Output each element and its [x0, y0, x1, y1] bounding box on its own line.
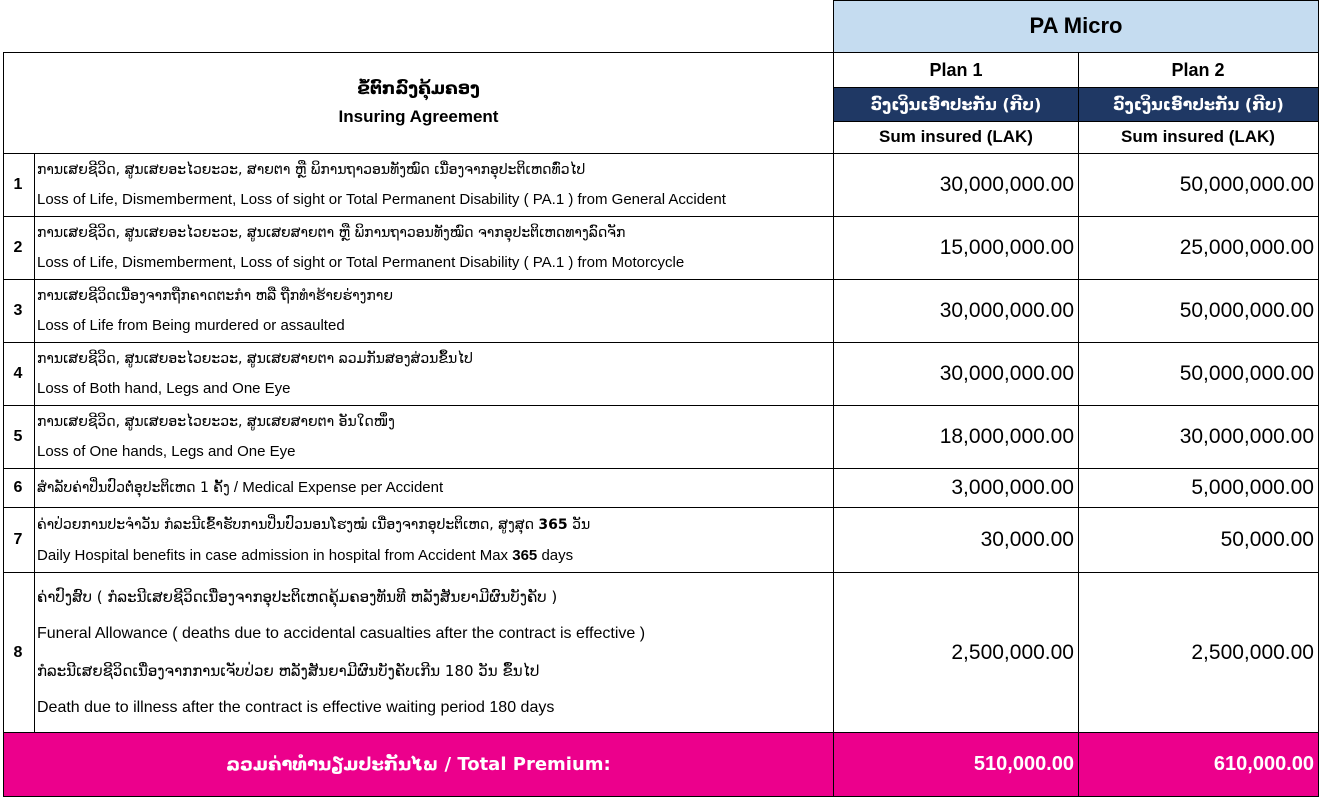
plan1-sum-label-en: Sum insured (LAK)	[879, 127, 1033, 146]
grid-line	[3, 279, 1319, 280]
row-number: 1	[13, 176, 23, 193]
total-plan2: 610,000.00	[1078, 732, 1318, 796]
coverage-en-line	[37, 546, 832, 566]
grid-line	[3, 796, 1319, 797]
coverage-description	[37, 154, 832, 216]
plan1-header: Plan 1	[929, 59, 983, 80]
grid-line	[3, 732, 1319, 733]
coverage-description	[37, 573, 832, 732]
row-number: 6	[13, 479, 23, 496]
coverage-lao: ການເສຍຊີວິດເນື່ອງຈາກຖືກຄາດຕະກຳ ຫລື ຖືກທຳຮ້າຍຮ່າງກາຍ	[37, 288, 393, 304]
plan1-amount: 15,000,000.00	[939, 236, 1074, 259]
coverage-lao: ການເສຍຊີວິດ, ສູນເສຍອະໄວຍະວະ, ສູນເສຍສາຍຕາ ຫຼື ພິການຖາວອນທັງໝົດ ຈາກອຸປະຕິເຫດທາງລົດຈັກ	[37, 225, 626, 241]
grid-line	[34, 153, 35, 733]
coverage-description	[37, 406, 832, 468]
grid-line	[3, 342, 1319, 343]
plan1-amount: 30,000.00	[980, 528, 1074, 551]
coverage-lao-line	[37, 515, 832, 535]
plan1-amount: 2,500,000.00	[951, 640, 1074, 664]
plan2-amount: 30,000,000.00	[1179, 425, 1314, 448]
grid-line	[3, 405, 1319, 406]
coverage-lao-2: ກໍລະນີເສຍຊີວິດເນື່ອງຈາກການເຈັບປ່ວຍ ຫລັງສັນຍາມີຜົນບັງຄັບເກີນ 180 ວັນ ຂຶ້ນໄປ	[37, 661, 540, 680]
coverage-en: Loss of Life, Dismemberment, Loss of sight or Total Permanent Disability ( PA.1 ) from Motorcycle	[37, 254, 685, 271]
agreement-title-en: Insuring Agreement	[338, 106, 499, 126]
agreement-title-lao: ຂໍ້ຕົກລົງຄຸ້ມຄອງ	[357, 78, 480, 99]
grid-line	[3, 52, 4, 797]
coverage-en: Loss of Both hand, Legs and One Eye	[37, 380, 291, 397]
plan2-amount: 50,000,000.00	[1179, 173, 1314, 196]
plan1-amount: 3,000,000.00	[951, 476, 1074, 499]
total-label: ລວມຄ່າທຳນຽມປະກັນໄພ / Total Premium:	[3, 732, 834, 796]
plan2-amount: 2,500,000.00	[1191, 640, 1314, 664]
days-unit-en: days	[541, 546, 574, 564]
coverage-lao: ການເສຍຊີວິດ, ສູນເສຍອະໄວຍະວະ, ສາຍຕາ ຫຼື ພິການຖາວອນທັງໝົດ ເນື່ອງຈາກອຸປະຕິເຫດທົ່ວໄປ	[37, 162, 586, 178]
row-number: 4	[13, 365, 23, 382]
plan1-amount: 18,000,000.00	[939, 425, 1074, 448]
coverage-en: Loss of Life, Dismemberment, Loss of sight or Total Permanent Disability ( PA.1 ) from General Accident	[37, 191, 726, 208]
grid-line	[1078, 52, 1079, 797]
grid-line	[1318, 0, 1319, 797]
row-number: 3	[13, 302, 23, 319]
plan2-amount: 5,000,000.00	[1191, 476, 1314, 499]
plan2-header: Plan 2	[1171, 59, 1225, 80]
plan2-sum-label-lao: ວົງເງິນເອົາປະກັນ (ກີບ)	[1079, 87, 1318, 121]
total-plan1: 510,000.00	[834, 732, 1078, 796]
max-days-lao: 365	[538, 516, 568, 533]
coverage-en: Funeral Allowance ( deaths due to accidental casualties after the contract is effective )	[37, 625, 646, 643]
grid-line	[834, 121, 1319, 122]
coverage-lao: ການເສຍຊີວິດ, ສູນເສຍອະໄວຍະວະ, ສູນເສຍສາຍຕາ ລວມກັນສອງສ່ວນຂຶ້ນໄປ	[37, 351, 473, 367]
coverage-description	[37, 217, 832, 279]
product-title: PA Micro	[834, 0, 1318, 52]
coverage-lao: ການເສຍຊີວິດ, ສູນເສຍອະໄວຍະວະ, ສູນເສຍສາຍຕາ ອັນໃດໜຶ່ງ	[37, 414, 395, 430]
grid-line	[834, 0, 1319, 1]
plan2-amount: 50,000,000.00	[1179, 362, 1314, 385]
plan1-sum-label-lao: ວົງເງິນເອົາປະກັນ (ກີບ)	[834, 87, 1078, 121]
coverage-en: / Medical Expense per Accident	[229, 479, 444, 496]
plan2-amount: 50,000.00	[1220, 528, 1314, 551]
coverage-en: Loss of Life from Being murdered or assaulted	[37, 317, 345, 334]
coverage-description	[37, 508, 832, 572]
plan2-sum-label-en: Sum insured (LAK)	[1121, 127, 1275, 146]
plan1-amount: 30,000,000.00	[939, 362, 1074, 385]
grid-line	[834, 87, 1319, 88]
plan1-amount: 30,000,000.00	[939, 299, 1074, 322]
plan2-amount: 25,000,000.00	[1179, 236, 1314, 259]
row-number: 5	[13, 428, 23, 445]
coverage-en: Loss of One hands, Legs and One Eye	[37, 443, 296, 460]
coverage-description	[37, 469, 832, 507]
grid-line	[833, 0, 834, 797]
grid-line	[3, 468, 1319, 469]
grid-line	[3, 572, 1319, 573]
row-number: 8	[13, 643, 23, 661]
days-unit-lao: ວັນ	[572, 516, 591, 533]
row-number: 2	[13, 239, 23, 256]
coverage-lao: ຄ່າປົງສົບ ( ກໍລະນີເສຍຊີວິດເນື່ອງຈາກອຸປະຕິເຫດຄຸ້ມຄອງທັນທີ ຫລັງສັນຍາມີຜົນບັງຄັບ )	[37, 588, 558, 607]
coverage-description	[37, 280, 832, 342]
coverage-en-2: Death due to illness after the contract is effective waiting period 180 days	[37, 698, 555, 716]
grid-line	[3, 153, 1319, 154]
grid-line	[3, 52, 1319, 53]
coverage-lao: ຄ່າປ່ວຍການປະຈຳວັນ ກໍລະນີເຂົ້າຮັບການປິ່ນປົວນອນໂຮງໝໍ ເນື່ອງຈາກອຸປະຕິເຫດ, ສູງສຸດ	[37, 516, 534, 533]
coverage-description	[37, 343, 832, 405]
grid-line	[3, 507, 1319, 508]
agreement-header	[3, 52, 834, 153]
plan1-amount: 30,000,000.00	[939, 173, 1074, 196]
row-number: 7	[13, 531, 23, 548]
max-days-en: 365	[512, 546, 538, 564]
coverage-en: Daily Hospital benefits in case admission in hospital from Accident Max	[37, 546, 509, 564]
plan2-amount: 50,000,000.00	[1179, 299, 1314, 322]
grid-line	[3, 216, 1319, 217]
coverage-lao: ສຳລັບຄ່າປິ່ນປົວຕໍ່ອຸປະຕິເຫດ 1 ຄັ້ງ	[37, 480, 230, 496]
